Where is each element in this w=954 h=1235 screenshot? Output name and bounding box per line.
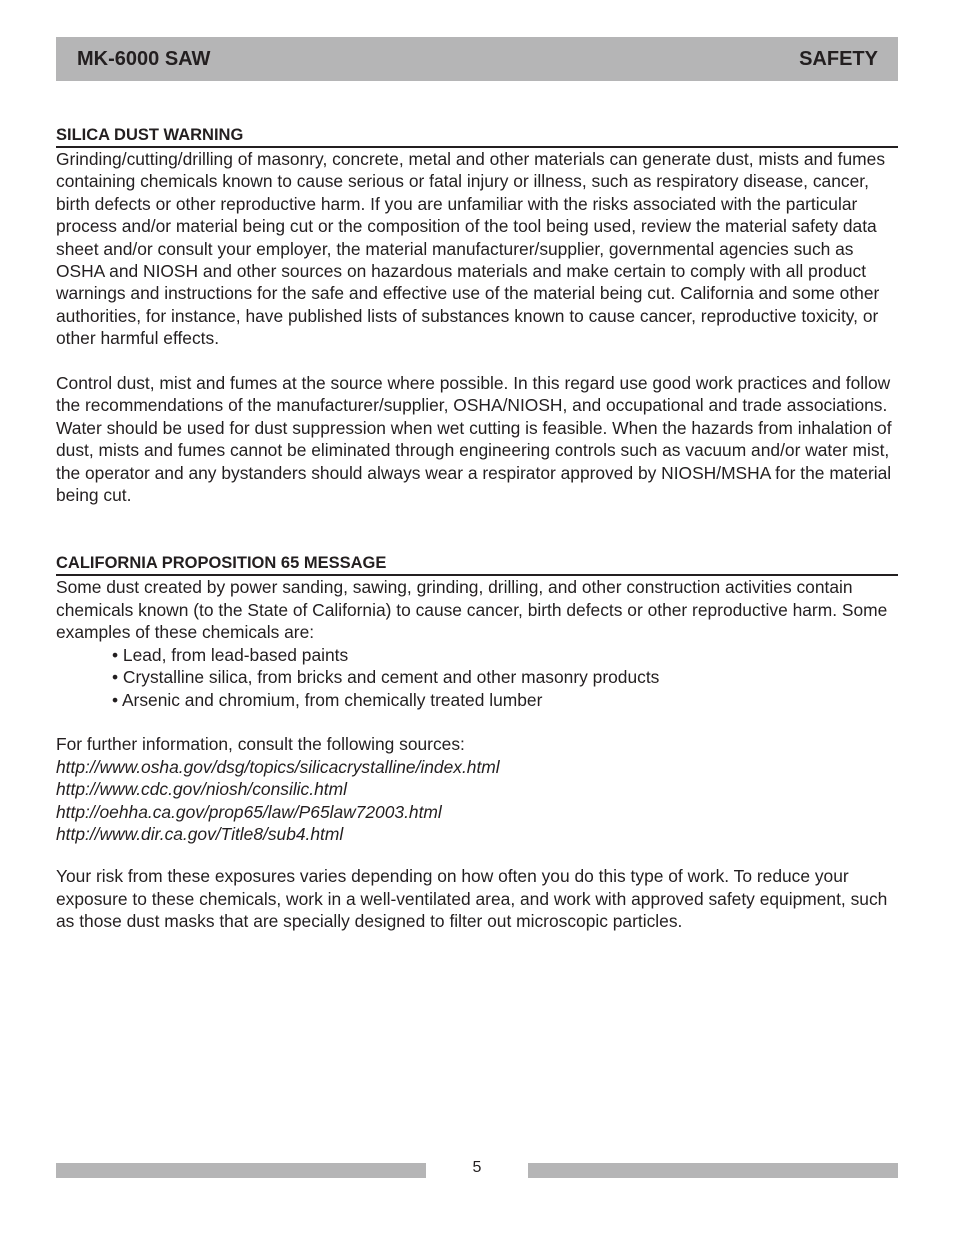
list-item: • Crystalline silica, from bricks and cement and other masonry products — [112, 667, 660, 688]
section-label: SAFETY — [799, 47, 878, 70]
source-link-dir[interactable]: http://www.dir.ca.gov/Title8/sub4.html — [56, 823, 344, 844]
prop65-closing: Your risk from these exposures varies depending on how often you do this type of work. To reduce your exposure to these chemicals, work in a well-ventilated area, and work with approved safety equipment, such as those dust masks that are specially designed to filter out microscopic particles. — [56, 866, 888, 932]
list-item: • Lead, from lead-based paints — [112, 644, 349, 665]
page-content — [56, 124, 898, 933]
list-item: • Arsenic and chromium, from chemically treated lumber — [112, 689, 543, 710]
prop65-intro: Some dust created by power sanding, sawing, grinding, drilling, and other construction activities contain chemicals known (to the State of California) to cause cancer, birth defects or other reproductive harm. Some examples of these chemicals are: — [56, 577, 888, 643]
silica-paragraph-2: Control dust, mist and fumes at the source where possible. In this regard use good work practices and follow the recommendations of the manufacturer/supplier, OSHA/NIOSH, and occupational and trade associations. Water should be used for dust suppression when wet cutting is feasible. When the hazards from inhalation of dust, mists and fumes cannot be eliminated through engineering controls such as vacuum and/or water mist, the operator and any bystanders should always wear a respirator approved by NIOSH/MSHA for the material being cut. — [56, 373, 892, 506]
manual-title: MK-6000 SAW — [77, 47, 211, 70]
prop65-heading: CALIFORNIA PROPOSITION 65 MESSAGE — [56, 552, 898, 576]
page-number: 5 — [472, 1159, 482, 1176]
silica-paragraph-1: Grinding/cutting/drilling of masonry, concrete, metal and other materials can generate dust, mists and fumes containing chemicals known to cause serious or fatal injury or illness, such as respiratory disease, cancer, birth defects or other reproductive harm. If you are unfamiliar with the risks associated with the particular process and/or material being cut or the composition of the tool being used, review the material safety data sheet and/or consult your employer, the material manufacturer/supplier, governmental agencies such as OSHA and NIOSH and other sources on hazardous materials and make certain to comply with all product warnings and instructions for the safe and effective use of the material being cut. California and some other authorities, for instance, have published lists of substances known to cause cancer, reproductive toxicity, or other harmful effects. — [56, 149, 886, 349]
source-link-oehha[interactable]: http://oehha.ca.gov/prop65/law/P65law72003.html — [56, 801, 442, 822]
page-header — [56, 37, 898, 81]
footer-bar-right — [528, 1163, 898, 1178]
chemical-examples-list — [56, 644, 898, 711]
sources-intro: For further information, consult the following sources: — [56, 734, 465, 755]
footer-bar-left — [56, 1163, 426, 1178]
source-link-cdc[interactable]: http://www.cdc.gov/niosh/consilic.html — [56, 779, 347, 800]
silica-warning-heading: SILICA DUST WARNING — [56, 124, 898, 148]
source-link-osha[interactable]: http://www.osha.gov/dsg/topics/silicacrystalline/index.html — [56, 756, 500, 777]
